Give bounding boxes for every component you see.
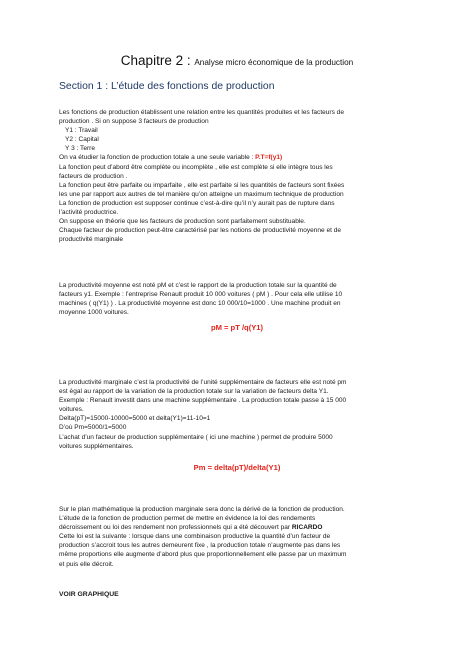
- variable-highlight: P.T=f(y1): [255, 154, 283, 162]
- text-line: La fonction peut d’abord être complète ou incomplète , elle est complète si elle intègre tous les: [59, 163, 333, 171]
- text-line: et puis elle décroit.: [59, 560, 114, 568]
- text-line: L’achat d’un facteur de production supplémentaire ( ici une machine ) permet de produire 5000: [59, 433, 333, 441]
- text-line: Chaque facteur de production peut-être caractérisé par les notions de productivité moyenne et de: [59, 227, 342, 235]
- text-line: production . Si on suppose 3 facteurs de production: [59, 118, 209, 126]
- text-line: machines ( q(Y1) ) . La productivité moyenne est donc 10 000/10=1000 . Une machine produit en: [59, 300, 341, 308]
- text-line: La fonction de production est supposer continue c’est-à-dire qu’il n’y aurait pas de rupture dans: [59, 199, 335, 207]
- chapter-title-sub: Analyse micro économique de la production: [194, 58, 354, 67]
- text-line: Cette loi est la suivante : lorsque dans une combinaison productive la quantité d’un facteur de: [59, 533, 331, 541]
- paragraph-production-functions: [59, 108, 419, 244]
- ricardo-name: RICARDO: [291, 524, 323, 532]
- text-line: les une par rapport aux autres de tel manière qu’on atteigne un maximum technique de production: [59, 190, 344, 198]
- text-line: moyenne 1000 voitures.: [59, 309, 129, 317]
- text-line: Sur le plan mathématique la production marginale sera donc la dérivé de la fonction de production.: [59, 506, 345, 513]
- factor-line: Y2 : Capital: [65, 136, 99, 144]
- text-line: voitures.: [59, 406, 84, 414]
- text-line: La fonction peut être parfaite ou imparfaite , elle est parfaite si les quantités de facteurs sont fixées: [59, 181, 345, 189]
- text-span: décroissement ou loi des rendement non professionnels qui a été découvert par: [59, 524, 292, 532]
- text-line: facteurs de production .: [59, 172, 128, 180]
- chapter-title: [0, 52, 474, 70]
- text-line: même proportions elle augmente d’abord plus que proportionnellement elle passe par un maximum: [59, 551, 347, 559]
- variable-text: On va étudier la fonction de production totale a une seule variable :: [59, 154, 256, 162]
- text-line: facteurs y1. Exemple : l’entreprise Renault produit 10 000 voitures ( pM ) . Pour cela elle utilise 10: [59, 291, 343, 299]
- text-line: On suppose en théorie que les facteurs de production sont parfaitement substituable.: [59, 218, 306, 226]
- paragraph-average-productivity: [59, 281, 419, 317]
- text-line: Exemple : Renault investit dans une machine supplémentaire . La production totale passe à 15 000: [59, 397, 347, 405]
- formula-average-productivity: pM = pT /q(Y1): [210, 323, 264, 332]
- text-line: Les fonctions de production établissent une relation entre les quantités produites et les facteurs de: [59, 109, 344, 116]
- text-line: production s’accroit tous les autres demeurent fixe , la production totale n’augmente pas dans les: [59, 542, 341, 550]
- text-line: voitures supplémentaires.: [59, 442, 134, 450]
- chapter-title-main: Chapitre 2 :: [120, 53, 195, 68]
- formula-marginal-productivity: Pm = delta(pT)/delta(Y1): [193, 463, 281, 472]
- factor-line: Y 3 : Terre: [65, 145, 95, 153]
- text-line: l’activité productrice.: [59, 209, 119, 217]
- text-line: productivité marginale: [59, 236, 124, 244]
- text-line-ricardo: [59, 523, 419, 532]
- paragraph-marginal-productivity: [59, 378, 419, 451]
- text-line: La productivité moyenne est noté pM et c’est le rapport de la production totale sur la quantité de: [59, 282, 337, 289]
- text-line: Delta(pT)=15000-10000=5000 et delta(Y1)=11-10=1: [59, 415, 211, 423]
- text-line: D’où Pm=5000/1=5000: [59, 424, 127, 432]
- text-line: La productivité marginale c’est la productivité de l’unité supplémentaire de facteurs elle est noté pm: [59, 379, 347, 386]
- paragraph-diminishing-returns: [59, 505, 419, 569]
- section-heading: Section 1 : L’étude des fonctions de production: [59, 81, 275, 92]
- factor-line: Y1 : Travail: [65, 127, 98, 135]
- text-line: est égal au rapport de la variation de la production totale sur la variation de facteurs delta Y1.: [59, 388, 329, 396]
- see-graph-label: VOIR GRAPHIQUE: [59, 591, 119, 598]
- text-line-variable: [59, 153, 419, 162]
- text-line: L’étude de la fonction de production permet de mettre en évidence la loi des rendements: [59, 515, 316, 523]
